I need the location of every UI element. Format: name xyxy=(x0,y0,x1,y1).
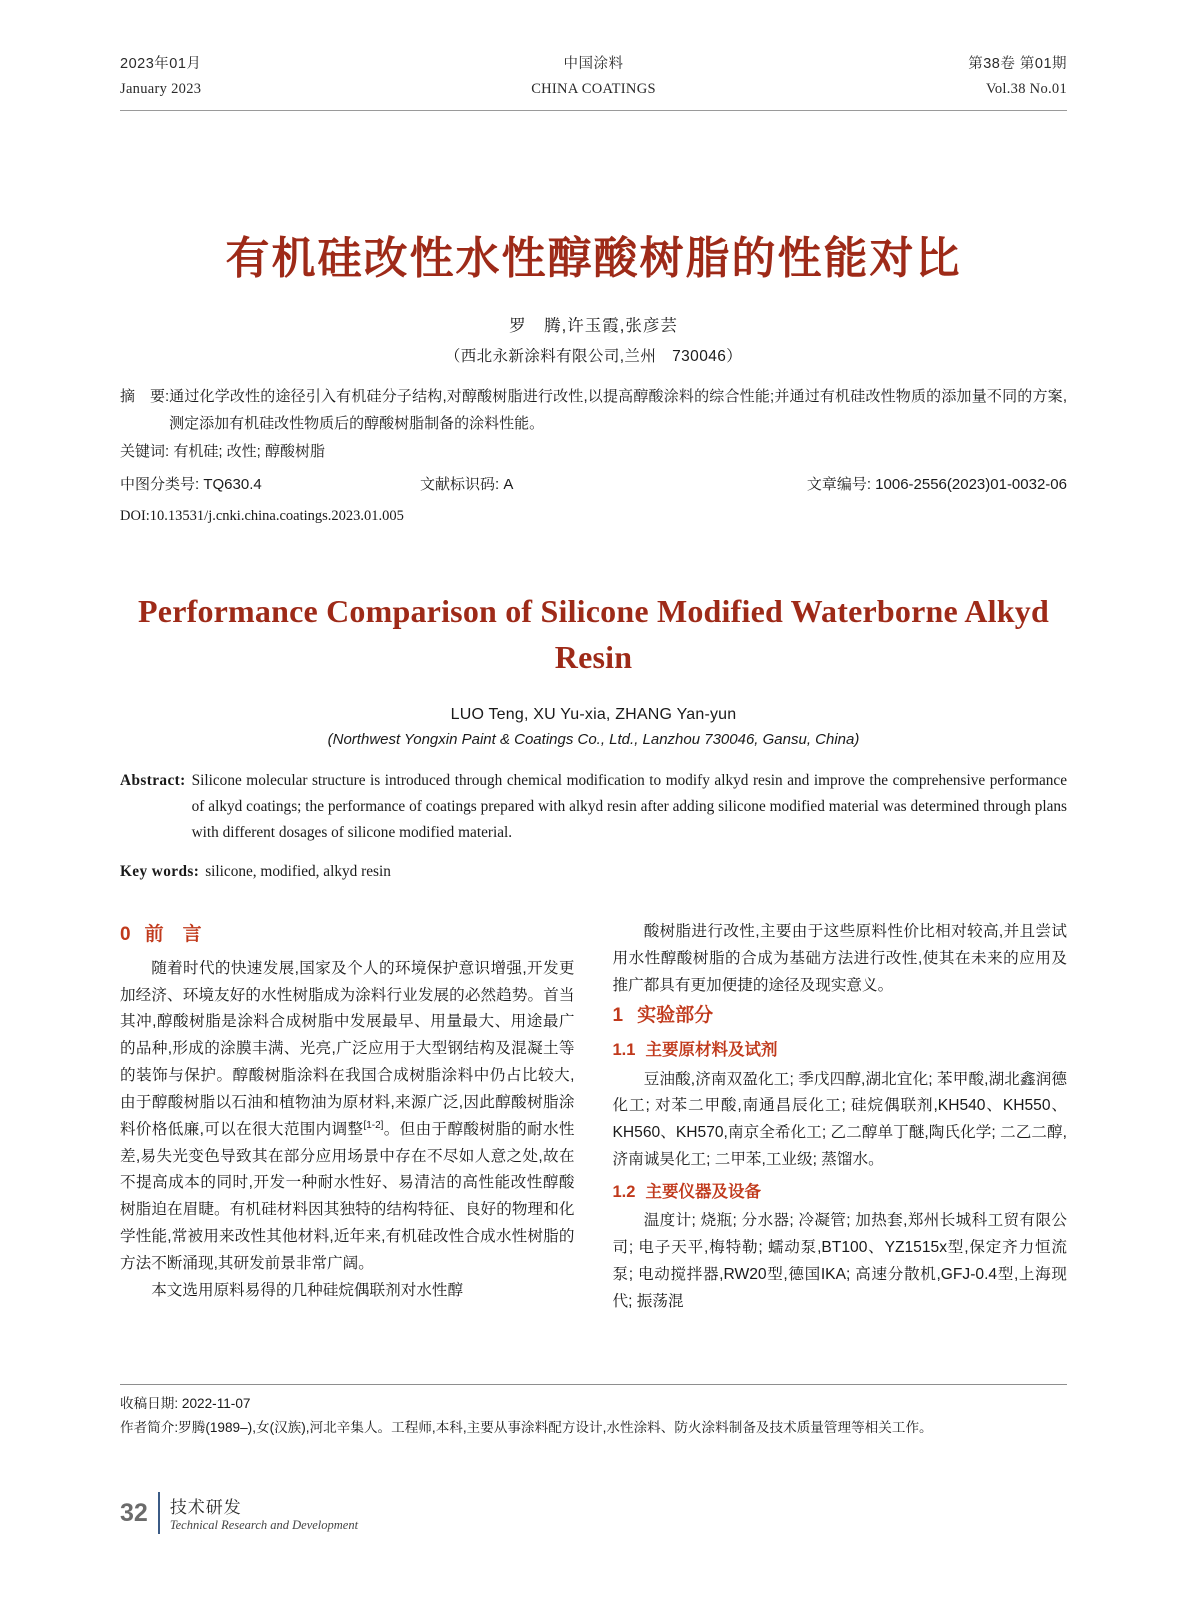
doi: DOI:10.13531/j.cnki.china.coatings.2023.01.005 xyxy=(120,507,404,524)
abstract-en-text: Silicone molecular structure is introduced through chemical modification to modify alkyd resin and improve the comprehensive performance of alkyd coatings; the performance of coatings prepared with alkyd resin after adding silicone modified material was determined through plans with different dosages of silicone modified material. xyxy=(191,772,1067,841)
footnotes xyxy=(120,1392,1067,1440)
section-number-0: 0 xyxy=(120,924,131,946)
keywords-en-label: Key words: xyxy=(120,863,200,881)
classification-row xyxy=(120,472,1067,499)
running-head-right xyxy=(751,52,1067,102)
running-head xyxy=(120,0,1067,110)
running-head-left xyxy=(120,52,436,102)
abstract-cn-row xyxy=(120,384,1067,437)
section-heading-1 xyxy=(613,1000,1068,1033)
abstract-cn-text: 通过化学改性的途径引入有机硅分子结构,对醇酸树脂进行改性,以提高醇酸涂料的综合性能;并通过有机硅改性物质的添加量不同的方案,测定添加有机硅改性物质后的醇酸树脂制备的涂料性能。 xyxy=(169,388,1067,432)
affiliation-cn: （西北永新涂料有限公司,兰州 730046） xyxy=(444,348,743,365)
paragraph-intro-1 xyxy=(120,956,575,1278)
english-abstract-block xyxy=(120,768,1067,885)
paragraph-intro-3: 酸树脂进行改性,主要由于这些原料性价比相对较高,并且尝试用水性醇酸树脂的合成为基础方法进行改性,使其在未来的应用及推广都具有更加便捷的途径及现实意义。 xyxy=(612,923,1067,994)
received-date: 收稿日期: 2022-11-07 xyxy=(120,1396,251,1411)
title-block xyxy=(120,110,1067,366)
chinese-abstract-block xyxy=(120,384,1067,530)
paragraph-instruments: 温度计; 烧瓶; 分水器; 冷凝管; 加热套,郑州长城科工贸有限公司; 电子天平,梅特勒; 蠕动泵,BT100、YZ1515x型,保定齐力恒流泵; 电动搅拌器,RW20型,德国IKA; 高速分散机,GFJ-0.4型,上海现代; 振荡混 xyxy=(612,1212,1067,1310)
keywords-en-row xyxy=(120,859,1067,885)
page-footer xyxy=(120,1492,358,1534)
page-title-en: Performance Comparison of Silicone Modified Waterborne Alkyd Resin xyxy=(138,592,1049,675)
abstract-en-row xyxy=(120,768,1067,845)
section-title-1: 实验部分 xyxy=(637,1004,714,1026)
footer-section-cn: 技术研发 xyxy=(169,1498,242,1517)
body-column-left xyxy=(120,919,575,1389)
affiliation-en: (Northwest Yongxin Paint & Coatings Co., Ltd., Lanzhou 730046, Gansu, China) xyxy=(327,731,860,749)
paragraph-intro-1-cont: 。但由于醇酸树脂的耐水性差,易失光变色导致其在部分应用场景中存在不尽如人意之处,故在不提高成本的同时,开发一种耐水性好、易清洁的高性能改性醇酸树脂迫在眉睫。有机硅材料因其独特的结构特征、良好的物理和化学性能,常被用来改性其他材料,近年来,有机硅改性合成水性树脂的方法不断涌现,其研发前景非常广阔。 xyxy=(120,1120,575,1272)
section-number-1-2: 1.2 xyxy=(612,1182,636,1201)
abstract-en-label: Abstract: xyxy=(120,772,186,790)
page-title-cn: 有机硅改性水性醇酸树脂的性能对比 xyxy=(225,234,962,283)
journal-name-en: CHINA COATINGS xyxy=(531,80,656,97)
abstract-cn-label: 摘 要: xyxy=(120,388,170,405)
keywords-cn: 关键词: 有机硅; 改性; 醇酸树脂 xyxy=(120,443,326,461)
authors-en: LUO Teng, XU Yu-xia, ZHANG Yan-yun xyxy=(450,706,737,724)
paragraph-intro-1-text: 随着时代的快速发展,国家及个人的环境保护意识增强,开发更加经济、环境友好的水性树脂成为涂料行业发展的必然趋势。首当其冲,醇酸树脂是涂料合成树脂中发展最早、用量最大、用途最广的品种,形成的涂膜丰满、光亮,广泛应用于大型钢结构及混凝土等的装饰与保护。醇酸树脂涂料在我国合成树脂涂料中仍占比较大,由于醇酸树脂以石油和植物油为原材料,来源广泛,因此醇酸树脂涂料价格低廉,可以在很大范围内调整 xyxy=(120,959,575,1138)
header-divider xyxy=(120,110,1067,111)
section-number-1-1: 1.1 xyxy=(612,1041,636,1060)
footer-section-en: Technical Research and Development xyxy=(169,1518,359,1532)
section-number-1: 1 xyxy=(612,1004,624,1026)
issue-date-en: January 2023 xyxy=(120,80,202,97)
document-code: 文献标识码: A xyxy=(420,476,514,494)
authors-cn: 罗 腾,许玉霞,张彦芸 xyxy=(509,317,678,335)
section-title-1-1: 主要原材料及试剂 xyxy=(645,1041,778,1060)
issue-date-cn: 2023年01月 xyxy=(120,56,202,72)
footer-accent-bar xyxy=(158,1492,160,1534)
author-biography: 作者简介:罗腾(1989–),女(汉族),河北辛集人。工程师,本科,主要从事涂料配方设计,水性涂料、防火涂料制备及技术质量管理等相关工作。 xyxy=(120,1419,933,1435)
volume-issue-cn: 第38卷 第01期 xyxy=(968,56,1068,72)
paragraph-materials: 豆油酸,济南双盈化工; 季戊四醇,湖北宜化; 苯甲酸,湖北鑫润德化工; 对苯二甲酸,南通昌辰化工; 硅烷偶联剂,KH540、KH550、KH560、KH570,南京全希化工; 乙二醇单丁醚,陶氏化学; 二乙二醇,济南诚昊化工; 二甲苯,工业级; 蒸馏水。 xyxy=(612,1070,1067,1168)
citation-ref-1-2: [1-2] xyxy=(363,1119,384,1131)
footer-section-label xyxy=(170,1493,358,1533)
body-column-right xyxy=(613,919,1068,1389)
section-title-0: 前 言 xyxy=(144,924,202,946)
clc-number: 中图分类号: TQ630.4 xyxy=(120,476,262,494)
body-columns xyxy=(120,919,1067,1389)
footnote-divider xyxy=(120,1384,1067,1385)
running-head-center xyxy=(436,52,752,102)
article-id: 文章编号: 1006-2556(2023)01-0032-06 xyxy=(806,476,1067,494)
journal-name-cn: 中国涂料 xyxy=(563,56,624,72)
section-heading-0 xyxy=(120,919,575,952)
section-heading-1-1 xyxy=(613,1036,1068,1064)
paragraph-intro-2: 本文选用原料易得的几种硅烷偶联剂对水性醇 xyxy=(151,1281,464,1299)
section-title-1-2: 主要仪器及设备 xyxy=(645,1182,761,1201)
section-heading-1-2 xyxy=(613,1178,1068,1206)
volume-issue-en: Vol.38 No.01 xyxy=(985,80,1068,97)
keywords-en-text: silicone, modified, alkyd resin xyxy=(205,863,391,881)
page-number: 32 xyxy=(120,1498,148,1527)
